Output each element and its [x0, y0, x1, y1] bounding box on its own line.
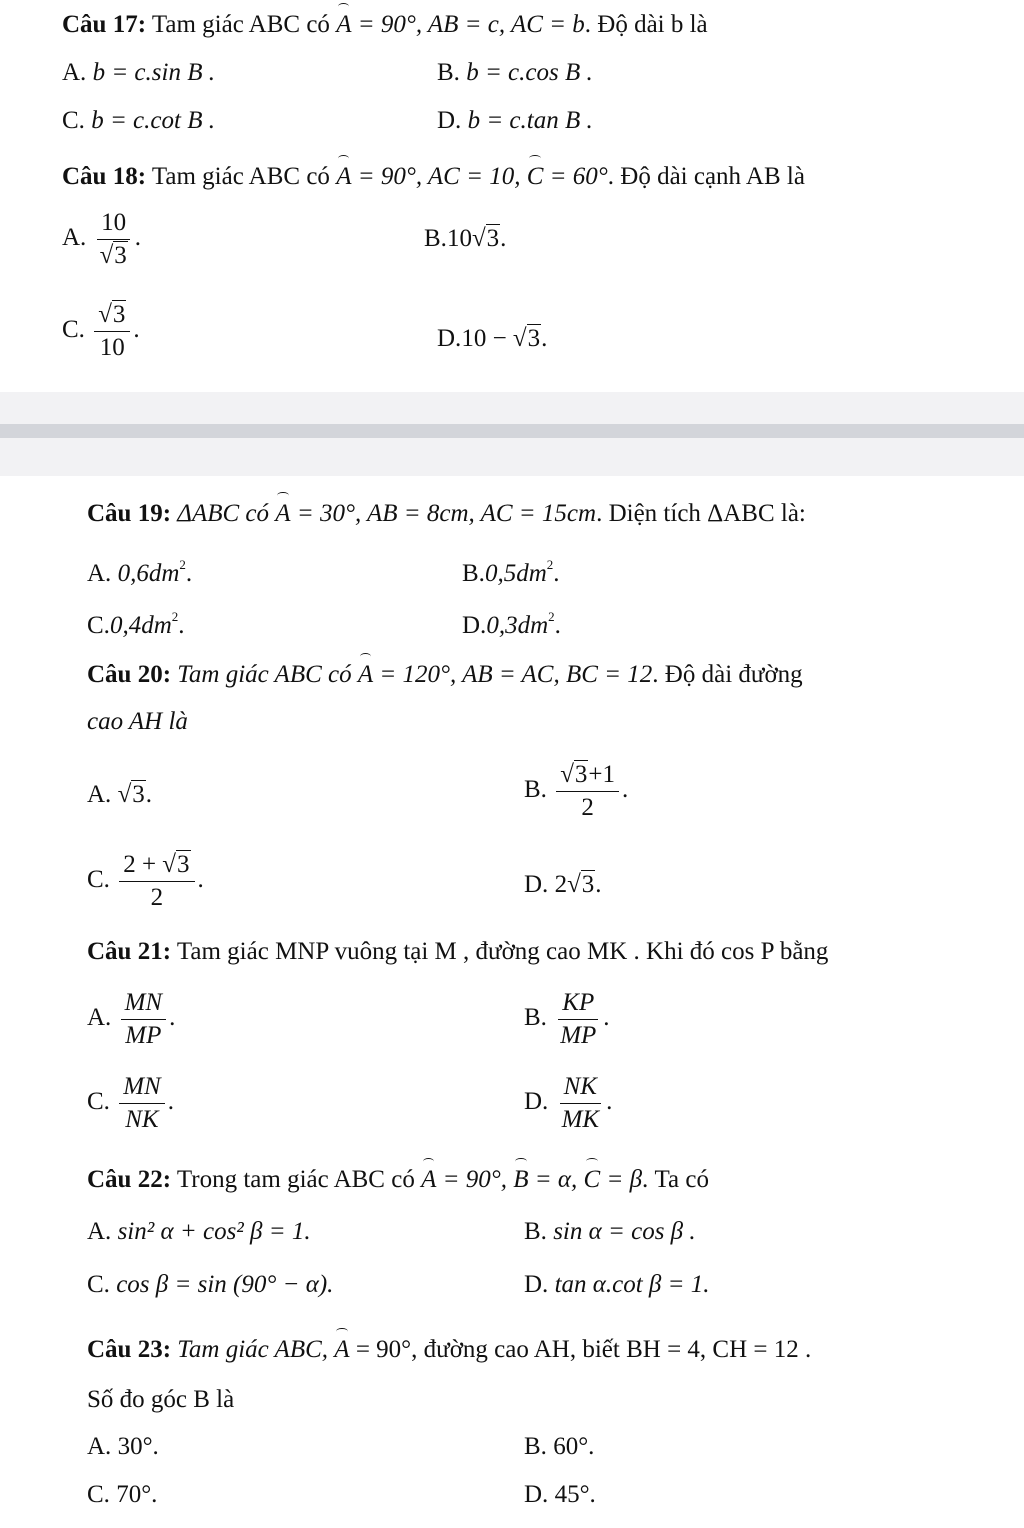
exponent: 2 [548, 609, 555, 624]
question-22-label: Câu 22: [87, 1166, 172, 1193]
denominator: 2 [150, 884, 164, 911]
option-letter: A. [87, 1004, 112, 1032]
radicand: 3 [581, 871, 595, 898]
question-19-option-a: A. $0,6dm^2$. [87, 557, 193, 587]
question-23-stem-line2: Số đo góc B là [87, 1386, 235, 1413]
exponent: 2 [171, 609, 179, 624]
question-17-option-a [62, 56, 215, 90]
question-18-label: Câu 18: [62, 163, 147, 190]
question-21-option-a: A. $\frac{MN}{MP}$ . [87, 989, 176, 1049]
page-divider [0, 424, 1024, 438]
option-text: 30°. [117, 1433, 159, 1460]
question-19-stem-pre: ΔABC có [177, 500, 270, 527]
fraction [556, 760, 619, 823]
option-letter: C. [62, 316, 85, 344]
angle-a: A [336, 160, 351, 194]
question-19-option-d: $D.0,3dm^2$. [462, 609, 561, 639]
question-19-label: Câu 19: [87, 500, 172, 527]
question-20-stem-post: . Độ dài đường [652, 661, 803, 688]
option-text: sin² α + cos² β = 1. [117, 1218, 311, 1245]
option-value: 0,5dm [484, 560, 547, 587]
denominator: 10 [99, 334, 125, 361]
question-20-label: Câu 20: [87, 661, 172, 688]
question-21-label: Câu 21: [87, 938, 172, 965]
option-text: 45°. [554, 1481, 596, 1508]
numerator: MN [119, 1072, 165, 1104]
option-text: b = c.cot B . [91, 107, 215, 134]
question-22-stem [87, 1163, 709, 1197]
question-20-stem-pre: Tam giác ABC có [177, 661, 352, 688]
question-18-stem [62, 160, 805, 194]
option-value: 0,3dm [486, 612, 549, 639]
option-text: tan α.cot β = 1. [554, 1271, 710, 1298]
angle-c: C [527, 160, 544, 194]
question-23-option-b [524, 1430, 594, 1464]
question-22-stem-post: . Ta có [642, 1166, 709, 1193]
fraction [119, 1072, 165, 1135]
question-20-option-c: C. $\frac{2 + √3}{2}$ . [87, 851, 204, 911]
option-letter: C. [87, 1481, 110, 1508]
option-text: 60°. [553, 1433, 595, 1460]
numerator: MN [121, 988, 167, 1020]
question-17-label: Câu 17: [62, 11, 147, 38]
fraction [121, 988, 167, 1051]
question-18-stem-post: . Độ dài cạnh AB là [607, 163, 805, 190]
denominator: √3 [99, 242, 127, 269]
numerator: √3 [94, 300, 130, 332]
question-20-condition: = 120°, AB = AC, BC = 12 [379, 661, 653, 688]
question-20-stem-line-2 [87, 705, 188, 739]
question-23-option-d [524, 1478, 596, 1512]
question-23-label: Câu 23: [87, 1336, 172, 1363]
question-19-stem-post: . Diện tích ΔABC là: [596, 500, 806, 527]
option-letter: A. [87, 1218, 112, 1245]
denominator: MP [125, 1022, 162, 1049]
radicand: 3 [132, 781, 145, 808]
question-17-condition: = 90°, AB = c, AC = b [357, 11, 585, 38]
option-letter: D. [437, 325, 462, 352]
radicand: 3 [486, 225, 500, 252]
question-22-option-b [524, 1215, 696, 1249]
numerator: KP [558, 988, 598, 1020]
denominator: NK [125, 1106, 159, 1133]
question-19-option-c: $C.0,4dm^2$. [87, 609, 185, 639]
question-17-option-d [437, 104, 593, 138]
angle-a: A [334, 1333, 349, 1367]
option-letter: D. [524, 871, 549, 898]
option-letter: B. [462, 560, 485, 587]
numerator: √3+1 [556, 760, 619, 792]
option-value: 0,6dm [117, 560, 180, 587]
question-23-option-c [87, 1478, 157, 1512]
numerator-rest: +1 [588, 761, 616, 788]
option-text: b = c.tan B . [467, 107, 593, 134]
angle-a: A [421, 1163, 436, 1197]
question-17-stem-post: . Độ dài b là [584, 11, 708, 38]
numerator: 2 + √3 [119, 850, 194, 882]
option-value: 0,4dm [109, 612, 172, 639]
fraction [94, 300, 130, 363]
question-22-option-c [87, 1268, 333, 1302]
option-letter: D. [437, 107, 462, 134]
denominator: 2 [581, 794, 594, 821]
condition-b: = α, [534, 1166, 578, 1193]
option-letter: A. [87, 560, 112, 587]
radicand: 3 [114, 242, 127, 269]
question-23-stem-pre: Tam giác ABC, [177, 1336, 329, 1363]
question-19-stem [87, 497, 806, 531]
option-coefficient: 10 − [461, 325, 507, 352]
question-19-option-b: $B.0,5dm^2$. [462, 557, 560, 587]
question-21-option-b: B. $\frac{KP}{MP}$ . [524, 989, 610, 1049]
option-letter: D. [462, 612, 487, 639]
question-22-option-a [87, 1215, 311, 1249]
question-17-stem-pre: Tam giác ABC có [151, 11, 330, 38]
question-21-option-c: C. $\frac{MN}{NK}$ . [87, 1073, 174, 1133]
fraction [119, 850, 194, 913]
option-letter: B. [524, 1218, 547, 1245]
option-letter: C. [87, 612, 110, 639]
question-17-stem [62, 8, 708, 42]
question-18-option-c: C. $\frac{√3}{10}$ . [62, 301, 140, 361]
exponent: 2 [546, 557, 554, 572]
option-letter: C. [62, 107, 85, 134]
radicand: 3 [112, 301, 126, 328]
option-letter: D. [524, 1271, 549, 1298]
option-letter: C. [87, 1088, 110, 1116]
option-coefficient: 2 [554, 871, 568, 898]
question-23-stem-line-2 [87, 1383, 234, 1417]
question-18-option-b: B.10√3. [424, 225, 507, 252]
angle-a: A [336, 8, 351, 42]
question-22-stem-pre: Trong tam giác ABC có [176, 1166, 415, 1193]
question-21-stem [87, 935, 828, 969]
condition-c: = β [606, 1166, 643, 1193]
option-letter: B. [524, 1433, 547, 1460]
option-letter: C. [87, 1271, 110, 1298]
denominator: MP [560, 1022, 597, 1049]
question-23-stem [87, 1333, 811, 1367]
condition-a: = 90°, [442, 1166, 507, 1193]
question-18-condition-1: = 90°, AC = 10, [357, 163, 521, 190]
question-20-option-d: D. 2√3. [524, 871, 602, 898]
option-text: b = c.sin B . [92, 59, 215, 86]
question-17-option-c [62, 104, 215, 138]
numerator-prefix: 2 + [123, 851, 157, 878]
option-letter: B. [424, 225, 447, 252]
option-letter: B. [437, 59, 460, 86]
question-19-condition: = 30°, AB = 8cm, AC = 15cm [296, 500, 597, 527]
question-22-option-d [524, 1268, 710, 1302]
angle-c: C [584, 1163, 601, 1197]
option-letter: D. [524, 1088, 549, 1116]
question-18-condition-2: = 60° [549, 163, 608, 190]
numerator: 10 [97, 208, 130, 240]
angle-a: A [358, 658, 373, 692]
question-18-option-d: D.10 − √3. [437, 325, 548, 352]
option-letter: A. [62, 224, 87, 252]
denominator: MK [561, 1106, 600, 1133]
exponent: 2 [179, 557, 186, 572]
radicand: 3 [574, 761, 588, 788]
option-text: cos β = sin (90° − α). [116, 1271, 334, 1298]
angle-b: B [513, 1163, 528, 1197]
radicand: 3 [177, 851, 190, 878]
angle-a: A [275, 497, 290, 531]
fraction [558, 1072, 604, 1135]
fraction [556, 988, 600, 1051]
question-21-stem-text: Tam giác MNP vuông tại M , đường cao MK . Khi đó cos P bằng [176, 938, 829, 965]
question-23-condition: = 90°, đường cao AH, biết BH = 4, CH = 12 . [355, 1336, 812, 1363]
question-20-option-b: B. $\frac{√3+1}{2}$ . [524, 761, 629, 821]
question-20-option-a: A. √3. [87, 781, 153, 808]
option-letter: A. [62, 59, 87, 86]
option-coefficient: 10 [446, 225, 472, 252]
question-23-option-a [87, 1430, 159, 1464]
option-letter: B. [524, 776, 547, 804]
radicand: 3 [527, 325, 541, 352]
option-letter: A. [87, 781, 112, 808]
question-20-stem-line2: cao AH là [87, 708, 188, 735]
option-text: 70°. [116, 1481, 158, 1508]
question-21-option-d: D. $\frac{NK}{MK}$ . [524, 1073, 613, 1133]
option-text: b = c.cos B . [466, 59, 593, 86]
question-20-stem [87, 658, 803, 692]
question-17-option-b [437, 56, 593, 90]
option-letter: B. [524, 1004, 547, 1032]
option-letter: D. [524, 1481, 549, 1508]
option-letter: C. [87, 866, 110, 894]
question-18-option-a: A. $\frac{10}{√3}$ . [62, 209, 142, 269]
option-text: sin α = cos β . [553, 1218, 696, 1245]
option-letter: A. [87, 1433, 112, 1460]
question-18-stem-pre: Tam giác ABC có [151, 163, 330, 190]
fraction [96, 208, 132, 271]
numerator: NK [560, 1072, 601, 1104]
